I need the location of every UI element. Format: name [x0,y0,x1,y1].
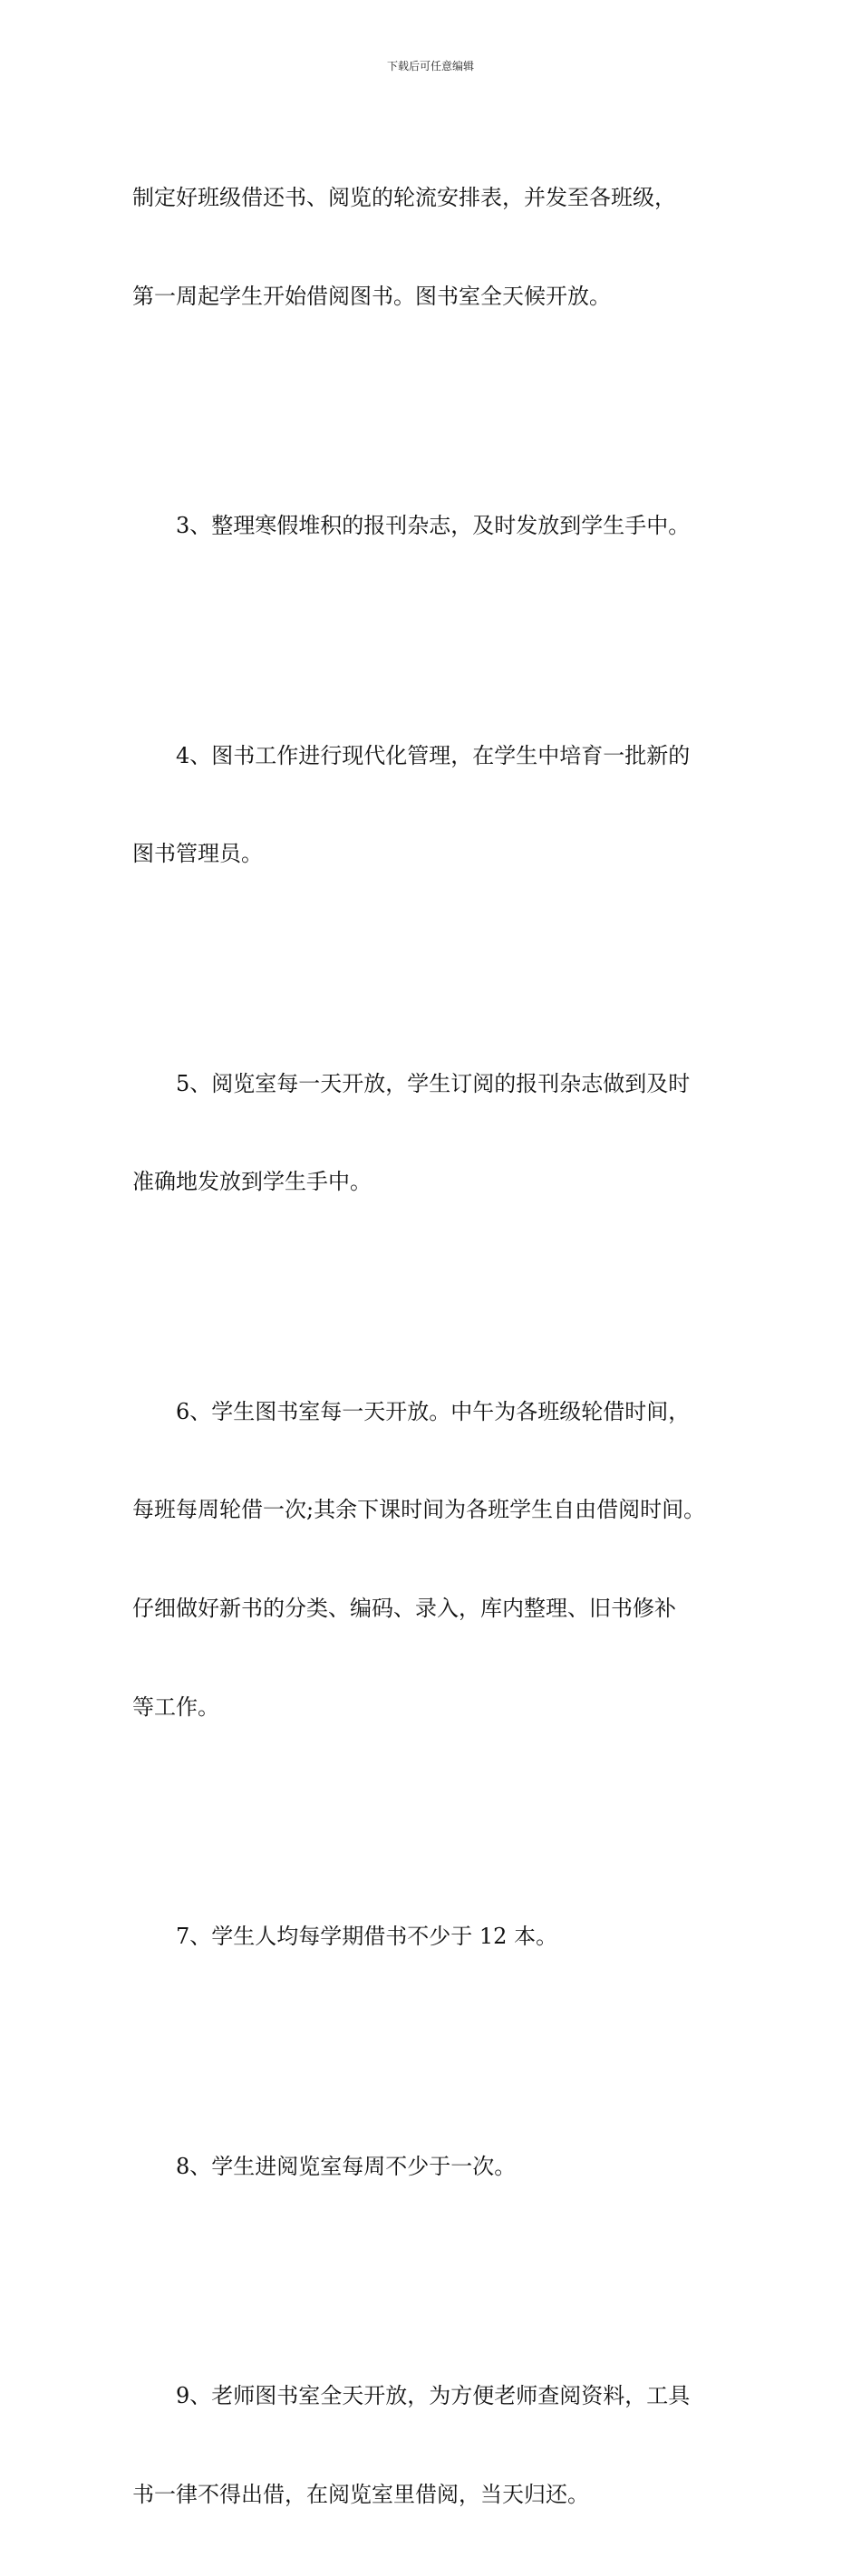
paragraph-line: 8、学生进阅览室每周不少于一次。 [132,2150,749,2183]
paragraph-line: 第一周起学生开始借阅图书。图书室全天候开放。 [132,280,749,313]
paragraph-line: 6、学生图书室每一天开放。中午为各班级轮借时间， [132,1395,749,1428]
paragraph-borrowing-schedule [132,116,749,379]
paragraph-item-4 [132,673,749,936]
paragraph-line: 仔细做好新书的分类、编码、录入，库内整理、旧书修补 [132,1592,749,1625]
paragraph-line: 书一律不得出借，在阅览室里借阅，当天归还。 [132,2478,749,2511]
document-body [132,116,749,2576]
paragraph-line: 4、图书工作进行现代化管理，在学生中培育一批新的 [132,739,749,772]
paragraph-gap [132,936,749,1001]
paragraph-line: 5、阅览室每一天开放，学生订阅的报刊杂志做到及时 [132,1067,749,1100]
paragraph-item-9 [132,2314,749,2576]
paragraph-item-8 [132,2084,749,2248]
paragraph-line: 3、整理寒假堆积的报刊杂志，及时发放到学生手中。 [132,509,749,542]
paragraph-line: 等工作。 [132,1691,749,1723]
paragraph-item-3 [132,444,749,608]
paragraph-item-6 [132,1329,749,1789]
paragraph-gap [132,1264,749,1329]
paragraph-line: 制定好班级借还书、阅览的轮流安排表，并发至各班级， [132,181,749,214]
page-header: 下载后可任意编辑 [0,58,861,74]
paragraph-gap [132,1789,749,1854]
paragraph-line: 图书管理员。 [132,837,749,870]
paragraph-gap [132,608,749,673]
paragraph-line: 准确地发放到学生手中。 [132,1165,749,1198]
paragraph-item-7 [132,1855,749,2019]
paragraph-gap [132,2248,749,2313]
paragraph-line: 每班每周轮借一次;其余下课时间为各班学生自由借阅时间。 [132,1493,749,1526]
paragraph-line: 9、老师图书室全天开放，为方便老师查阅资料，工具 [132,2379,749,2412]
paragraph-gap [132,2019,749,2084]
paragraph-item-5 [132,1001,749,1264]
paragraph-gap [132,379,749,444]
paragraph-line: 7、学生人均每学期借书不少于 12 本。 [132,1920,749,1953]
